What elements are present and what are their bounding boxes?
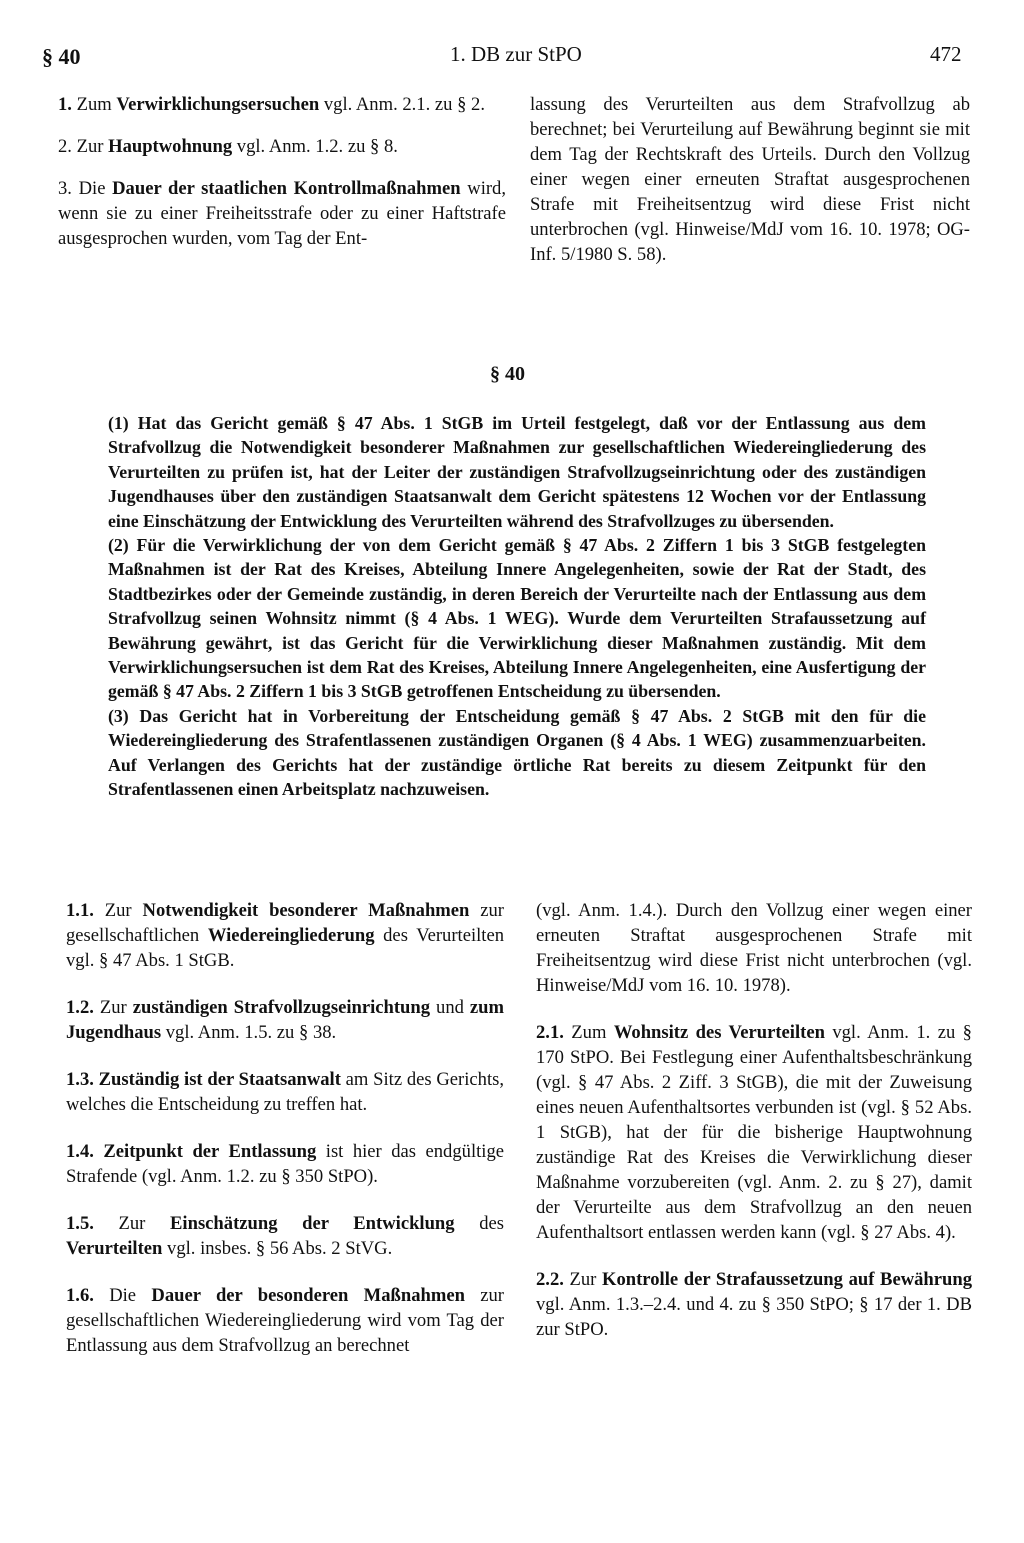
statute-paragraph-3: (3) Das Gericht hat in Vorbereitung der Entscheidung gemäß § 47 Abs. 2 StGB mit den für die Wiedereingliederung des Strafentlassenen zuständigen Organen (§ 4 Abs. 1 WEG) zusammenzuarbeiten. Auf Verlangen des Gerichts hat der zuständige örtliche Rat bereits zu diesem Zeitpunkt für den Strafentlassenen einen Arbeitsplatz nachzuweisen.: [108, 705, 926, 800]
note-1-3: 1.3. Zuständig ist der Staatsanwalt am Sitz des Gerichts, welches die Entscheidung zu treffen hat.: [66, 1069, 505, 1115]
section-title: § 40: [490, 363, 525, 385]
top-notes-left: [58, 92, 506, 251]
statute-paragraph-1: (1) Hat das Gericht gemäß § 47 Abs. 1 StGB im Urteil festgelegt, daß vor der Entlassung aus dem Strafvollzug die Notwendigkeit besonderer Maßnahmen zur gesellschaftlichen Wiedereingliederung des Verurteilten zu prüfen ist, hat der Leiter der zuständigen Strafvollzugseinrichtung oder des zuständigen Jugendhauses über den zuständigen Staatsanwalt dem Gericht spätestens 12 Wochen vor der Entlassung eine Einschätzung der Entwicklung des Verurteilten während des Strafvollzuges zu übersenden.: [108, 413, 926, 531]
statute-paragraph-2: (2) Für die Verwirklichung der von dem Gericht gemäß § 47 Abs. 2 Ziffern 1 bis 3 StGB festgelegten Maßnahmen ist der Rat des Kreises, Abteilung Innere Angelegenheiten, sowie der Rat der Stadt, des Stadtbezirkes oder der Gemeinde zuständig, in deren Bereich der Verurteilte nach der Entlassung aus dem Strafvollzug seinen Wohnsitz nimmt (§ 4 Abs. 1 WEG). Wurde dem Verurteilten Strafaussetzung auf Bewährung gewährt, ist das Gericht für die Verwirklichung dieser Maßnahmen zuständig. Mit dem Verwirklichungsersuchen ist dem Rat des Kreises, Abteilung Innere Angelegenheiten, eine Ausfertigung der gemäß § 47 Abs. 2 Ziffern 1 bis 3 StGB getroffenen Entscheidung zu übersenden.: [108, 535, 926, 702]
note-1-6: 1.6. Die Dauer der besonderen Maßnahmen zur gesellschaftlichen Wiedereingliederung wird vom Tag der Entlassung aus dem Strafvollzug an berechnet: [66, 1285, 505, 1356]
note-2-1: 2.1. Zum Wohnsitz des Verurteilten vgl. Anm. 1. zu § 170 StPO. Bei Festlegung einer Aufenthaltsbeschränkung (vgl. § 47 Abs. 2 Ziff. 3 StGB), die mit der Zuweisung eines neuen Aufenthaltsortes verbunden ist (vgl. § 52 Abs. 1 StGB), hat der für die bisherige Hauptwohnung zuständige Rat des Kreises die Verwirklichung dieser Maßnahme vorzubereiten (vgl. Anm. 2. zu § 27), damit der Verurteilte aus dem Strafvollzug an den neuen Aufenthaltsort entlassen werden kann (vgl. § 27 Abs. 4).: [536, 1022, 972, 1243]
note-2: 2. Zur Hauptwohnung vgl. Anm. 1.2. zu § 8.: [58, 136, 398, 157]
note-2-2: 2.2. Zur Kontrolle der Strafaussetzung auf Bewährung vgl. Anm. 1.3.–2.4. und 4. zu § 350 StPO; § 17 der 1. DB zur StPO.: [536, 1269, 972, 1340]
note-1-5: 1.5. Zur Einschätzung der Entwicklung des Verurteilten vgl. insbes. § 56 Abs. 2 StVG.: [66, 1213, 504, 1259]
note-1: 1. Zum Verwirklichungsersuchen vgl. Anm. 2.1. zu § 2.: [58, 94, 485, 115]
note-1-4: 1.4. Zeitpunkt der Entlassung ist hier das endgültige Strafende (vgl. Anm. 1.2. zu § 350 StPO).: [66, 1141, 504, 1187]
page-number: 472: [930, 42, 962, 66]
note-1-6-continued: (vgl. Anm. 1.4.). Durch den Vollzug einer wegen einer erneuten Straftat ausgesprochenen Strafe mit Freiheitsentzug wird diese Frist nicht unterbrochen (vgl. Hinweise/MdJ vom 16. 10. 1978).: [536, 900, 972, 996]
top-notes-right: [530, 92, 970, 267]
note-1-2: 1.2. Zur zuständigen Strafvollzugseinrichtung und zum Jugendhaus vgl. Anm. 1.5. zu § 38.: [66, 997, 504, 1043]
note-3-continued: lassung des Verurteilten aus dem Strafvollzug ab berechnet; bei Verurteilung auf Bewährung beginnt sie mit dem Tag der Rechtskraft des Urteils. Durch den Vollzug einer wegen einer erneuten Straftat ausgesprochenen Strafe mit Freiheitsentzug wird diese Frist nicht unterbrochen (vgl. Hinweise/MdJ vom 16. 10. 1978; OG-Inf. 5/1980 S. 58).: [530, 94, 970, 265]
annotations-left: [66, 898, 504, 1380]
note-3: 3. Die Dauer der staatlichen Kontrollmaßnahmen wird, wenn sie zu einer Freiheitsstrafe oder zu einer Haftstrafe ausgesprochen wurden, vom Tag der Ent-: [58, 178, 506, 249]
header-title: 1. DB zur StPO: [450, 42, 582, 66]
statute-text: [108, 411, 926, 802]
note-1-1: 1.1. Zur Notwendigkeit besonderer Maßnahmen zur gesellschaftlichen Wiedereingliederung des Verurteilten vgl. § 47 Abs. 1 StGB.: [66, 900, 504, 971]
header-section-mark: § 40: [42, 44, 81, 69]
annotations-right: [536, 898, 972, 1364]
